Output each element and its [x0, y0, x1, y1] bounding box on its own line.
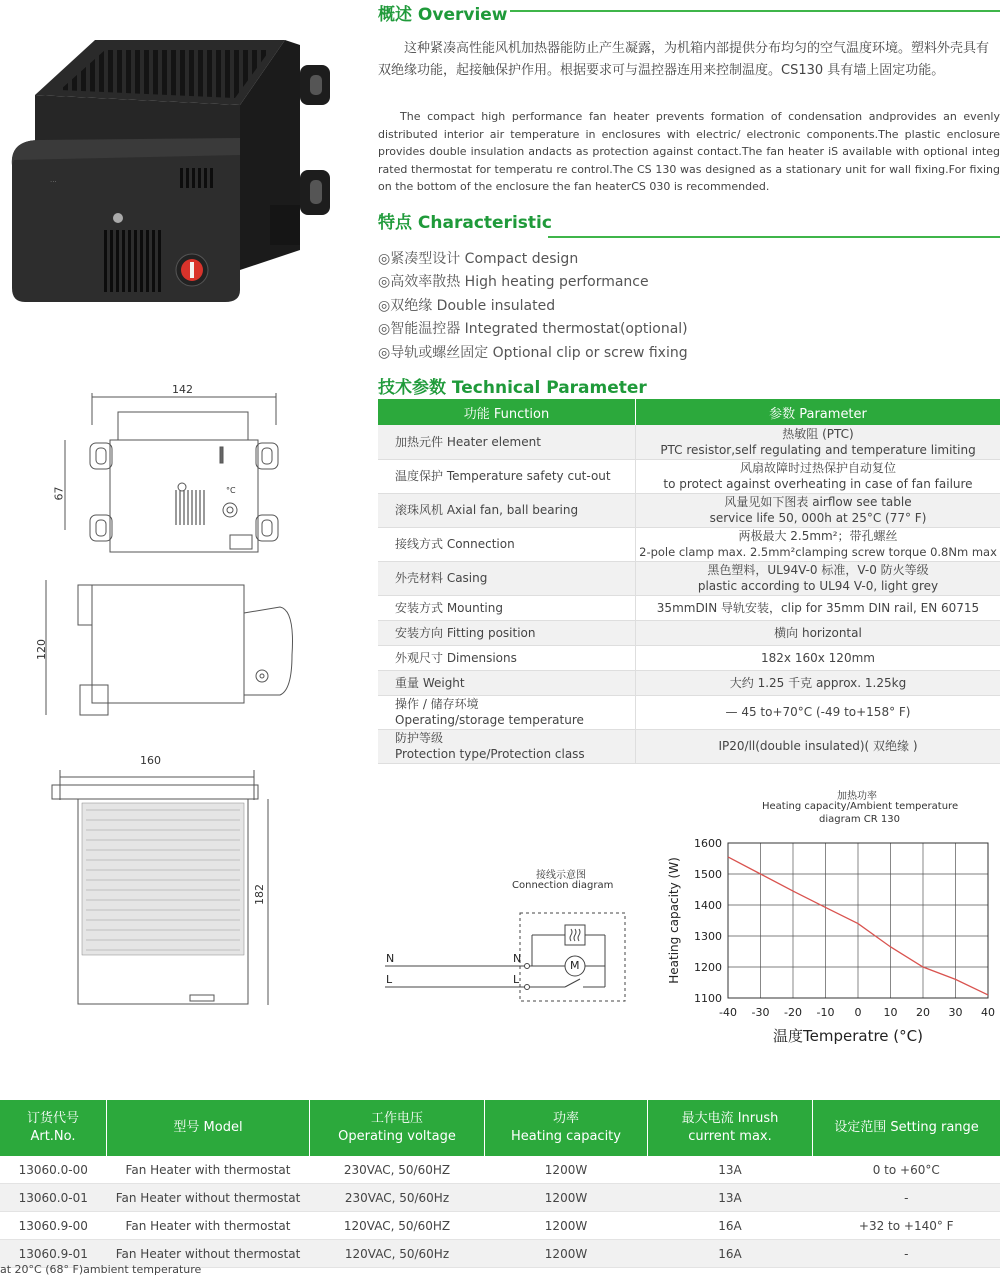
table-cell: 13060.0-00 — [0, 1156, 107, 1184]
connection-diagram — [380, 905, 640, 1005]
table-cell: 16A — [648, 1240, 813, 1268]
param-key: 重量 Weight — [378, 670, 636, 695]
characteristic-item: ◎高效率散热 High heating performance — [378, 274, 649, 290]
chart-y-tick-label: 1100 — [694, 992, 722, 1005]
dim-182: 182 — [253, 884, 266, 905]
characteristic-title: 特点 Characteristic — [378, 213, 552, 233]
chart-title-en1: Heating capacity/Ambient temperature — [762, 801, 959, 812]
footnote: at 20°C (68° F)ambient temperature — [0, 1263, 202, 1276]
table-cell: - — [813, 1240, 1000, 1268]
param-value: 横向 horizontal — [636, 620, 1000, 645]
param-key: 安装方向 Fitting position — [378, 620, 636, 645]
parameter-table — [378, 399, 1000, 764]
characteristic-item: ◎紧凑型设计 Compact design — [378, 251, 579, 267]
dim-degree: °C — [226, 486, 236, 495]
param-value: — 45 to+70°C (-49 to+158° F) — [636, 695, 1000, 729]
chart-x-tick-label: -40 — [719, 1006, 737, 1019]
chart-x-tick-label: 20 — [916, 1006, 930, 1019]
table-cell: 1200W — [485, 1212, 648, 1240]
order-header-artno: 订货代号 Art.No. — [0, 1100, 107, 1156]
param-key: 操作 / 储存环境 Operating/storage temperature — [378, 695, 636, 729]
param-value: 热敏阻 (PTC) PTC resistor,self regulating and temperature limiting — [636, 425, 1000, 459]
table-cell: 230VAC, 50/60HZ — [310, 1156, 485, 1184]
param-value: 风量见如下图表 airflow see table service life 50, 000h at 25°C (77° F) — [636, 493, 1000, 527]
table-row — [0, 1212, 1000, 1240]
param-header-parameter: 参数 Parameter — [636, 399, 1000, 425]
dimension-drawings — [30, 385, 330, 1015]
param-key: 温度保护 Temperature safety cut-out — [378, 459, 636, 493]
chart-y-tick-label: 1400 — [694, 899, 722, 912]
chart-title-en2: diagram CR 130 — [819, 814, 900, 825]
conn-l-right: L — [513, 973, 520, 986]
param-value: 35mmDIN 导轨安装，clip for 35mm DIN rail, EN 60715 — [636, 595, 1000, 620]
param-key: 外壳材料 Casing — [378, 561, 636, 595]
table-row — [0, 1156, 1000, 1184]
overview-title: 概述 Overview — [378, 5, 508, 25]
dim-120: 120 — [35, 639, 48, 660]
param-value: 182x 160x 120mm — [636, 645, 1000, 670]
chart-x-axis-label: 温度Temperatre (°C) — [773, 1027, 923, 1045]
product-photo — [0, 20, 370, 310]
conn-n-left: N — [386, 952, 395, 965]
chart-y-tick-label: 1300 — [694, 930, 722, 943]
svg-text:...: ... — [50, 176, 57, 184]
order-header-model: 型号 Model — [107, 1100, 310, 1156]
overview-en-text: The compact high performance fan heater prevents formation of condensation andprovides an evenly distributed interior air temperature in enclosures with electric/ electronic components.The plastic enclosure provides double insulation andacts as protection against contact.The fan heater iS available with optional integ rated thermostat for temperatu re control.The CS 130 was designed as a stationary unit for wall fixing.For fixing on the bottom of the enclosure the fan heaterCS 030 is recommended. — [378, 110, 1000, 194]
param-key: 滚珠风机 Axial fan, ball bearing — [378, 493, 636, 527]
table-cell: 13060.9-01 — [0, 1240, 107, 1268]
table-cell: 1200W — [485, 1156, 648, 1184]
connection-title-en: Connection diagram — [512, 880, 614, 891]
table-cell: Fan Heater with thermostat — [107, 1156, 310, 1184]
chart-y-tick-label: 1500 — [694, 868, 722, 881]
order-table — [0, 1100, 1000, 1268]
chart-y-axis-label: Heating capacity (W) — [667, 857, 681, 984]
table-cell: 120VAC, 50/60HZ — [310, 1212, 485, 1240]
dim-160: 160 — [140, 754, 161, 767]
chart-y-tick-label: 1600 — [694, 837, 722, 850]
param-key: 加热元件 Heater element — [378, 425, 636, 459]
param-key: 安装方式 Mounting — [378, 595, 636, 620]
characteristic-item: ◎智能温控器 Integrated thermostat(optional) — [378, 321, 688, 337]
characteristic-item: ◎双绝缘 Double insulated — [378, 298, 556, 314]
order-header-current: 最大电流 Inrush current max. — [648, 1100, 813, 1156]
connection-title-cn: 接线示意图 — [536, 870, 586, 881]
conn-motor-label: M — [570, 959, 580, 972]
param-key: 外观尺寸 Dimensions — [378, 645, 636, 670]
characteristic-item: ◎导轨或螺丝固定 Optional clip or screw fixing — [378, 345, 688, 361]
chart-y-tick-label: 1200 — [694, 961, 722, 974]
chart-x-tick-label: 30 — [948, 1006, 963, 1019]
chart-x-tick-label: 10 — [883, 1006, 898, 1019]
param-key: 防护等级 Protection type/Protection class — [378, 729, 636, 763]
table-cell: 13060.0-01 — [0, 1184, 107, 1212]
param-value: IP20/ll(double insulated)( 双绝缘 ) — [636, 729, 1000, 763]
table-cell: 1200W — [485, 1184, 648, 1212]
table-cell: 0 to +60°C — [813, 1156, 1000, 1184]
dim-67: 67 — [52, 486, 66, 501]
order-header-capacity: 功率 Heating capacity — [485, 1100, 648, 1156]
param-header-function: 功能 Function — [378, 399, 636, 425]
parameter-title: 技术参数 Technical Parameter — [378, 378, 647, 398]
conn-n-right: N — [513, 952, 522, 965]
table-cell: +32 to +140° F — [813, 1212, 1000, 1240]
param-value: 风扇故障时过热保护自动复位 to protect against overheating in case of fan failure — [636, 459, 1000, 493]
chart-x-tick-label: 40 — [981, 1006, 995, 1019]
table-cell: 1200W — [485, 1240, 648, 1268]
overview-divider — [510, 10, 1000, 12]
order-header-setting: 设定范围 Setting range — [813, 1100, 1000, 1156]
chart-x-tick-label: -30 — [751, 1006, 770, 1019]
order-header-voltage: 工作电压 Operating voltage — [310, 1100, 485, 1156]
chart-title-cn: 加热功率 — [837, 791, 877, 802]
table-cell: Fan Heater with thermostat — [107, 1212, 310, 1240]
table-cell: 120VAC, 50/60Hz — [310, 1240, 485, 1268]
table-row — [0, 1184, 1000, 1212]
table-cell: Fan Heater without thermostat — [107, 1184, 310, 1212]
param-value: 两极最大 2.5mm²；带孔螺丝 2-pole clamp max. 2.5mm²clamping screw torque 0.8Nm max — [636, 527, 1000, 561]
conn-l-left: L — [386, 973, 393, 986]
chart-x-tick-label: 0 — [854, 1006, 862, 1019]
chart-x-tick-label: -10 — [816, 1006, 835, 1019]
table-cell: - — [813, 1184, 1000, 1212]
table-cell: 16A — [648, 1212, 813, 1240]
table-cell: Fan Heater without thermostat — [107, 1240, 310, 1268]
param-value: 大约 1.25 千克 approx. 1.25kg — [636, 670, 1000, 695]
table-cell: 13060.9-00 — [0, 1212, 107, 1240]
table-cell: 13A — [648, 1184, 813, 1212]
overview-cn-text: 这种紧凑高性能风机加热器能防止产生凝露，为机箱内部提供分布均匀的空气温度环境。塑料外壳具有双绝缘功能，起接触保护作用。根据要求可与温控器连用来控制温度。CS130 具有墙上固定功能。 — [378, 41, 990, 78]
table-cell: 13A — [648, 1156, 813, 1184]
param-key: 接线方式 Connection — [378, 527, 636, 561]
param-value: 黑色塑料，UL94V-0 标准，V-0 防火等级 plastic according to UL94 V-0, light grey — [636, 561, 1000, 595]
characteristic-divider — [548, 236, 1000, 238]
dim-142: 142 — [172, 383, 193, 396]
table-cell: 230VAC, 50/60Hz — [310, 1184, 485, 1212]
heating-capacity-chart — [660, 830, 1000, 1050]
chart-x-tick-label: -20 — [784, 1006, 802, 1019]
